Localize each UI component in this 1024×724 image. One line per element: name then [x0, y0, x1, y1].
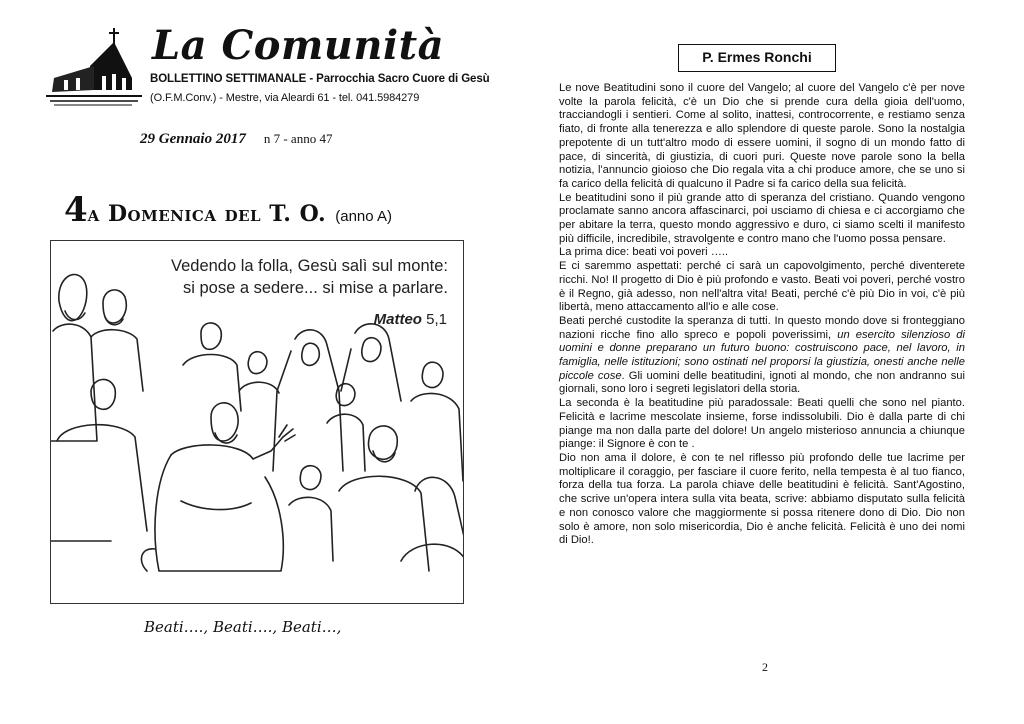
sunday-heading: [64, 190, 392, 230]
article-paragraph: [559, 315, 965, 397]
scripture-quote: [171, 255, 448, 299]
sunday-number: 4: [64, 190, 88, 230]
citation-book: Matteo: [373, 311, 422, 328]
church-logo: [44, 26, 144, 110]
liturgical-year: (anno A): [335, 208, 392, 225]
bulletin-address: (O.F.M.Conv.) - Mestre, via Aleardi 61 - tel. 041.5984279: [150, 92, 420, 104]
bulletin-title: La Comunità: [152, 22, 445, 69]
scripture-citation: [374, 311, 447, 328]
article-text: Beati perché custodite la speranza di tutti. In questo mondo dove si fronteggiano nazioni ricche fino allo spreco e popoli poverissimi,: [559, 314, 965, 341]
sunday-title: a Domenica del T. O.: [87, 201, 327, 227]
right-page: [512, 0, 1024, 724]
issue-number: n 7 - anno 47: [263, 131, 333, 146]
page-number: 2: [762, 660, 768, 674]
article-paragraph: Dio non ama il dolore, è con te nel riflesso più profondo delle tue lacrime per moltiplicare il coraggio, per fasciare il cuore ferito, nella tempesta è al tuo fianco, forza della tua forza. La parola chiave delle beatitudini è felicità. Sant'Agostino, che scrive un'opera intera sulla vita beata, scrive: abbiamo disputato sulla felicità e non conosco valore che maggiormente si possa ritenere dono di Dio. Dio non solo è amore, non solo misericordia, Dio è anche felicità. Felicità è uno dei nomi di Dio!.: [559, 451, 965, 547]
article-paragraph: Le nove Beatitudini sono il cuore del Vangelo; al cuore del Vangelo c'è per nove volte la parola felicità, c'è un Dio che si prende cura della gioia dell'uomo, tracciandogli i sentieri. Come al solito, inattesi, controcorrente, e restiamo senza fiato, di fronte alla tenerezza e allo splendore di queste parole. Sono la nostalgia prepotente di un tutt'altro modo di essere uomini, il sogno di un mondo fatto di pace, di sincerità, di giustizia, di cuori puri. Queste nove parole sono la bella notizia, l'annuncio gioioso che Dio regala vita a chi produce amore, che se uno si fa carico della felicità di qualcuno il Padre si fa carico della sua felicità.: [559, 82, 965, 190]
quote-line-2: si pose a sedere... si mise a parlare.: [182, 279, 449, 297]
article-paragraph: E ci saremmo aspettati: perché ci sarà un capovolgimento, perché diventerete ricchi. No! Il progetto di Dio è più profondo e vasto. Beati voi poveri, perché vostro è il Regno, già adesso, non nell'altra vita! Beati, perché c'è più Dio in voi, c'è più libertà, meno attaccamento all'io e alle cose.: [559, 260, 965, 314]
illustration-caption: Beati…., Beati…., Beati…,: [144, 618, 342, 636]
citation-ref: 5,1: [426, 311, 447, 328]
article-paragraph: La prima dice: beati voi poveri …..: [559, 246, 729, 259]
article-paragraph: Le beatitudini sono il più grande atto di speranza del cristiano. Quando vengono proclamate sanno ancora affascinarci, poi usciamo di chiesa e ci accorgiamo che per abitare la terra, questo mondo aggressivo e duro, ci siamo scelti il manifesto più difficile, incredibile, stravolgente e contro mano che l'uomo possa pensare.: [559, 191, 965, 245]
issue-info: [140, 130, 332, 148]
issue-date: 29 Gennaio 2017: [140, 131, 246, 147]
article-italic-text: un esercito silenzioso di uomini e donne preparano un futuro buono: costruiscono pace, nel lavoro, in famiglia, nelle istituzioni; sono ostinati nel proporsi la giustizia, onesti anche nelle piccole cose: [559, 328, 966, 382]
article-paragraph: La seconda è la beatitudine più paradossale: Beati quelli che sono nel pianto. Felicità e lacrime mescolate insieme, forse indissolubili. Dio è dalla parte di chi piange ma non dalla parte del dolore! Un angelo misterioso annuncia a chiunque piange: il Signore è con te .: [559, 397, 965, 451]
quote-line-1: Vedendo la folla, Gesù salì sul monte:: [171, 257, 449, 275]
bulletin-subtitle: BOLLETTINO SETTIMANALE - Parrocchia Sacro Cuore di Gesù: [150, 73, 490, 85]
article-body: [559, 82, 965, 548]
article-text: . Gli uomini delle beatitudini, ignoti al mondo, che non andranno sui giornali, sono loro i segreti legislatori della storia.: [559, 369, 965, 396]
author-box: P. Ermes Ronchi: [678, 44, 836, 72]
sermon-illustration: [50, 240, 464, 604]
